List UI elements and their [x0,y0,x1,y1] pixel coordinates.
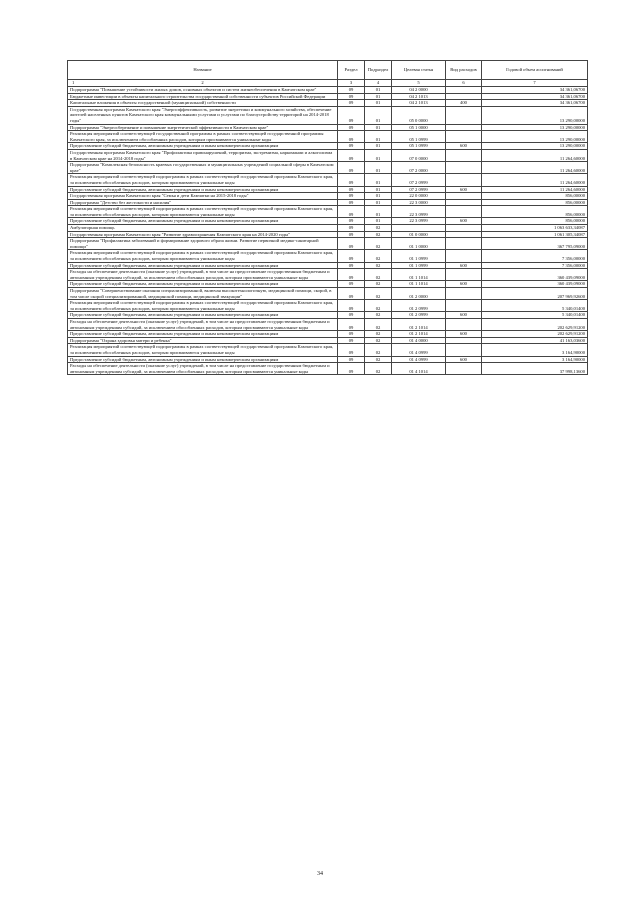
column-number-1: 1 [72,80,75,86]
header-name: Название [68,61,338,80]
row-target-article: 07 0 0000 [392,149,446,161]
row-section: 09 [338,356,365,363]
table-row [68,363,588,375]
table-row [68,186,588,193]
row-section: 09 [338,288,365,300]
row-name: Предоставление субсидий бюджетным, автономным учреждениям и иным некоммерческим организациям [68,331,338,338]
row-name: Реализация мероприятий соответствующей подпрограммы в рамках соответствующей государственной программы Камчатского края, за исключением обособленных расходов, которым присваиваются уникальные коды [68,344,338,356]
table-row [68,337,588,344]
row-expense-type [446,193,482,200]
column-number: 4 [365,80,392,87]
row-target-article: 01 4 0999 [392,356,446,363]
column-number: 3 [338,80,365,87]
row-name: Реализация мероприятий соответствующей подпрограммы в рамках соответствующей государственной программы Камчатского края, за исключением обособленных расходов, которым присваиваются уникальные коды [68,206,338,218]
column-number-row [68,80,588,87]
row-subsection: 01 [365,124,392,131]
row-amount: 856,00000 [482,206,588,218]
table-row [68,143,588,150]
table-row [68,300,588,312]
row-expense-type [446,87,482,94]
row-name: Подпрограмма "Энергосбережение и повышение энергетической эффективности в Камчатском крае" [68,124,338,131]
row-name: Подпрограмма "Детство без жестокости и насилия" [68,199,338,206]
row-section: 09 [338,199,365,206]
row-amount: 11 264,60000 [482,162,588,174]
row-subsection: 01 [365,93,392,100]
column-number: 7 [482,80,588,87]
table-row [68,193,588,200]
row-subsection: 01 [365,131,392,143]
row-name: Предоставление субсидий бюджетным, автономным учреждениям и иным некоммерческим организациям [68,143,338,150]
row-amount: 11 264,60000 [482,149,588,161]
row-target-article: 22 3 0000 [392,199,446,206]
row-subsection: 02 [365,331,392,338]
row-target-article: 01 0 0000 [392,231,446,238]
row-section: 09 [338,174,365,186]
row-section: 09 [338,238,365,250]
row-target-article: 22 0 0000 [392,193,446,200]
row-amount: 37 998,13600 [482,363,588,375]
row-expense-type [446,344,482,356]
row-subsection: 02 [365,356,392,363]
row-subsection: 02 [365,225,392,232]
row-expense-type [446,269,482,281]
header-section: Раздел [338,61,365,80]
row-name: Подпрограмма "Совершенствование оказания специализированной, включая высокотехнологичную, медицинской помощи, скорой, в том числе скорой специализированной, медицинской помощи, медицинской эвакуации" [68,288,338,300]
row-subsection: 01 [365,199,392,206]
table-row [68,318,588,330]
row-name: Предоставление субсидий бюджетным, автономным учреждениям и иным некоммерческим организациям [68,356,338,363]
row-expense-type [446,225,482,232]
row-amount: 11 264,60000 [482,174,588,186]
row-subsection: 02 [365,337,392,344]
row-section: 09 [338,312,365,319]
row-subsection: 02 [365,262,392,269]
row-target-article: 01 1 1014 [392,281,446,288]
row-target-article: 01 4 0000 [392,337,446,344]
row-target-article: 05 1 0000 [392,124,446,131]
row-section: 09 [338,363,365,375]
row-subsection: 01 [365,174,392,186]
row-target-article: 07 2 0999 [392,186,446,193]
row-expense-type [446,174,482,186]
row-target-article: 07 2 0999 [392,174,446,186]
row-amount: 34 361,06700 [482,100,588,107]
row-expense-type: 600 [446,356,482,363]
row-subsection: 01 [365,193,392,200]
row-target-article: 04 2 1013 [392,93,446,100]
table-row [68,218,588,225]
row-section: 09 [338,331,365,338]
row-name: Предоставление субсидий бюджетным, автономным учреждениям и иным некоммерческим организациям [68,312,338,319]
table-row [68,262,588,269]
row-expense-type [446,288,482,300]
row-target-article: 01 1 0000 [392,238,446,250]
row-subsection: 01 [365,87,392,94]
row-section: 09 [338,269,365,281]
table-row [68,162,588,174]
row-section: 09 [338,262,365,269]
row-name: Предоставление субсидий бюджетным, автономным учреждениям и иным некоммерческим организациям [68,281,338,288]
row-name: Расходы на обеспечение деятельности (оказание услуг) учреждений, в том числе на предоставление государственным бюджетным и автономным учреждениям субсидий, за исключением обособленных расходов, которым присваиваются уникальные коды [68,318,338,330]
row-target-article: 05 1 0999 [392,143,446,150]
table-row [68,269,588,281]
row-amount: 13 290,00000 [482,124,588,131]
row-subsection: 01 [365,100,392,107]
row-expense-type [446,363,482,375]
header-expense-type: Вид расходов [446,61,482,80]
table-row [68,281,588,288]
row-target-article: 22 3 0999 [392,218,446,225]
row-name: Государственная программа Камчатского края "Семья и дети Камчатки на 2015-2018 годы" [68,193,338,200]
row-section: 09 [338,100,365,107]
row-expense-type [446,300,482,312]
row-target-article: 04 2 1013 [392,100,446,107]
row-amount: 207 969,92600 [482,288,588,300]
row-expense-type [446,93,482,100]
table-row [68,356,588,363]
row-amount: 1 063 633,34087 [482,225,588,232]
row-amount: 202 629,91200 [482,318,588,330]
row-name: Предоставление субсидий бюджетным, автономным учреждениям и иным некоммерческим организациям [68,218,338,225]
table-row [68,250,588,262]
row-expense-type [446,318,482,330]
row-name: Подпрограмма "Повышение устойчивости жилых домов, основных объектов и систем жизнеобеспечения в Камчатском крае" [68,87,338,94]
row-name: Реализация мероприятий соответствующей государственной программы в рамках соответствующей государственной программы Камчатского края, за исключением обособленных расходов, которым присваиваются уникальные коды [68,131,338,143]
table-row [68,331,588,338]
row-section: 09 [338,250,365,262]
row-target-article: 22 3 0999 [392,206,446,218]
row-amount: 1 061 305,34087 [482,231,588,238]
table-row [68,288,588,300]
row-target-article: 01 4 1014 [392,363,446,375]
row-expense-type [446,250,482,262]
row-subsection: 01 [365,149,392,161]
row-subsection: 01 [365,162,392,174]
row-section: 09 [338,93,365,100]
row-expense-type: 600 [446,262,482,269]
row-target-article: 01 1 1014 [392,269,446,281]
row-section: 09 [338,218,365,225]
table-row [68,238,588,250]
row-section: 09 [338,281,365,288]
row-section: 09 [338,225,365,232]
row-section: 09 [338,206,365,218]
row-expense-type [446,337,482,344]
row-subsection: 02 [365,281,392,288]
row-amount: 3 164,90000 [482,356,588,363]
row-amount: 41 163,03600 [482,337,588,344]
row-subsection: 02 [365,318,392,330]
row-expense-type [446,231,482,238]
budget-table-container [67,60,587,375]
row-expense-type [446,124,482,131]
row-amount: 5 340,01400 [482,300,588,312]
row-name: Государственная программа Камчатского края "Развитие здравоохранения Камчатского края на 2014-2020 годы" [68,231,338,238]
row-name: Бюджетные инвестиции в объекты капитального строительства государственной собственности субъектов Российской Федерации [68,93,338,100]
row-expense-type: 600 [446,186,482,193]
table-row [68,124,588,131]
row-target-article: 01 1 0999 [392,262,446,269]
row-subsection: 02 [365,363,392,375]
table-row [68,344,588,356]
row-amount: 856,00000 [482,199,588,206]
row-expense-type: 600 [446,312,482,319]
row-expense-type [446,162,482,174]
row-section: 09 [338,162,365,174]
row-section: 09 [338,186,365,193]
row-subsection: 02 [365,238,392,250]
row-name: Амбулаторная помощь [68,225,338,232]
row-name: Расходы на обеспечение деятельности (оказание услуг) учреждений, в том числе на предоставление государственным бюджетным и автономным учреждениям субсидий, за исключением обособленных расходов, которым присваиваются уникальные коды [68,269,338,281]
row-subsection: 02 [365,269,392,281]
table-row [68,199,588,206]
row-target-article [392,225,446,232]
row-section: 09 [338,143,365,150]
row-amount: 360 439,09000 [482,269,588,281]
row-section: 09 [338,87,365,94]
row-target-article: 01 2 0999 [392,312,446,319]
table-row [68,174,588,186]
table-row [68,106,588,124]
row-subsection: 02 [365,312,392,319]
row-subsection: 01 [365,218,392,225]
row-section: 09 [338,106,365,124]
column-number-2: 2 [201,80,204,86]
row-section: 09 [338,149,365,161]
row-subsection: 02 [365,344,392,356]
row-section: 09 [338,344,365,356]
row-amount: 3 164,90000 [482,344,588,356]
row-amount: 7 356,00000 [482,262,588,269]
row-expense-type [446,206,482,218]
row-subsection: 02 [365,231,392,238]
row-subsection: 01 [365,143,392,150]
row-name: Реализация мероприятий соответствующей подпрограммы в рамках соответствующей государственной программы Камчатского края, за исключением обособленных расходов, которым присваиваются уникальные коды [68,250,338,262]
row-target-article: 01 2 1014 [392,331,446,338]
row-target-article: 01 1 0999 [392,250,446,262]
row-section: 09 [338,131,365,143]
table-row [68,231,588,238]
row-amount: 360 439,09000 [482,281,588,288]
table-row [68,225,588,232]
row-section: 09 [338,124,365,131]
row-target-article: 01 4 0999 [392,344,446,356]
row-expense-type: 400 [446,100,482,107]
row-expense-type: 600 [446,143,482,150]
column-number: 5 [392,80,446,87]
row-subsection: 01 [365,106,392,124]
row-amount: 856,00000 [482,218,588,225]
row-amount: 367 795,09000 [482,238,588,250]
table-row [68,131,588,143]
row-expense-type [446,106,482,124]
row-expense-type [446,238,482,250]
column-number [68,80,338,87]
row-name: Реализация мероприятий соответствующей подпрограммы в рамках соответствующей государственной программы Камчатского края, за исключением обособленных расходов, которым присваиваются уникальные коды [68,300,338,312]
header-subsection: Подраздел [365,61,392,80]
table-row [68,93,588,100]
row-section: 09 [338,300,365,312]
row-amount: 202 629,91200 [482,331,588,338]
row-amount: 856,00000 [482,193,588,200]
row-name: Государственная программа Камчатского края "Энергоэффективность, развитие энергетики и коммунального хозяйства, обеспечение жителей населенных пунктов Камчатского края коммунальными услугами и услугами по благоустройству территорий на 2014-2018 годы" [68,106,338,124]
row-section: 09 [338,231,365,238]
table-header-row [68,61,588,80]
row-section: 09 [338,318,365,330]
row-expense-type: 600 [446,331,482,338]
header-amount: Годовой объем ассигнований [482,61,588,80]
row-subsection: 01 [365,186,392,193]
row-target-article: 04 2 0000 [392,87,446,94]
row-amount: 13 290,00000 [482,143,588,150]
row-target-article: 01 2 0999 [392,300,446,312]
row-name: Подпрограмма "Охрана здоровья матери и ребенка" [68,337,338,344]
table-row [68,87,588,94]
row-section: 09 [338,193,365,200]
row-expense-type [446,199,482,206]
row-amount: 7 356,00000 [482,250,588,262]
table-row [68,206,588,218]
row-target-article: 05 1 0999 [392,131,446,143]
row-target-article: 07 2 0000 [392,162,446,174]
column-number: 6 [446,80,482,87]
row-section: 09 [338,337,365,344]
row-name: Расходы на обеспечение деятельности (оказание услуг) учреждений, в том числе на предоставление государственным бюджетным и автономным учреждениям субсидий, за исключением обособленных расходов, которым присваиваются уникальные коды [68,363,338,375]
row-expense-type [446,149,482,161]
row-amount: 34 361,06700 [482,93,588,100]
row-name: Капитальные вложения в объекты государственной (муниципальной) собственности [68,100,338,107]
page-number: 34 [317,871,323,877]
header-target-article: Целевая статья [392,61,446,80]
table-row [68,100,588,107]
row-subsection: 02 [365,288,392,300]
table-row [68,149,588,161]
row-amount: 13 290,00000 [482,131,588,143]
row-amount: 11 264,60000 [482,186,588,193]
row-amount: 5 340,01400 [482,312,588,319]
row-subsection: 01 [365,206,392,218]
row-amount: 13 290,00000 [482,106,588,124]
budget-table [67,60,588,375]
row-amount: 34 361,06700 [482,87,588,94]
row-name: Государственная программа Камчатского края "Профилактика правонарушений, терроризма, экстремизма, наркомании и алкоголизма в Камчатском крае на 2014-2018 годы" [68,149,338,161]
row-subsection: 02 [365,300,392,312]
row-name: Подпрограмма "Комплексная безопасность краевых государственных и муниципальных учреждений социальной сферы в Камчатском крае" [68,162,338,174]
row-target-article: 01 2 0000 [392,288,446,300]
row-name: Реализация мероприятий соответствующей подпрограммы в рамках соответствующей государственной программы Камчатского края, за исключением обособленных расходов, которым присваиваются уникальные коды [68,174,338,186]
row-name: Предоставление субсидий бюджетным, автономным учреждениям и иным некоммерческим организациям [68,186,338,193]
row-target-article: 05 0 0000 [392,106,446,124]
row-target-article: 01 2 1014 [392,318,446,330]
table-row [68,312,588,319]
row-expense-type [446,131,482,143]
row-expense-type: 600 [446,281,482,288]
row-name: Подпрограмма "Профилактика заболеваний и формирование здорового образа жизни. Развитие первичной медико-санитарной помощи" [68,238,338,250]
row-subsection: 02 [365,250,392,262]
row-name: Предоставление субсидий бюджетным, автономным учреждениям и иным некоммерческим организациям [68,262,338,269]
row-expense-type: 600 [446,218,482,225]
